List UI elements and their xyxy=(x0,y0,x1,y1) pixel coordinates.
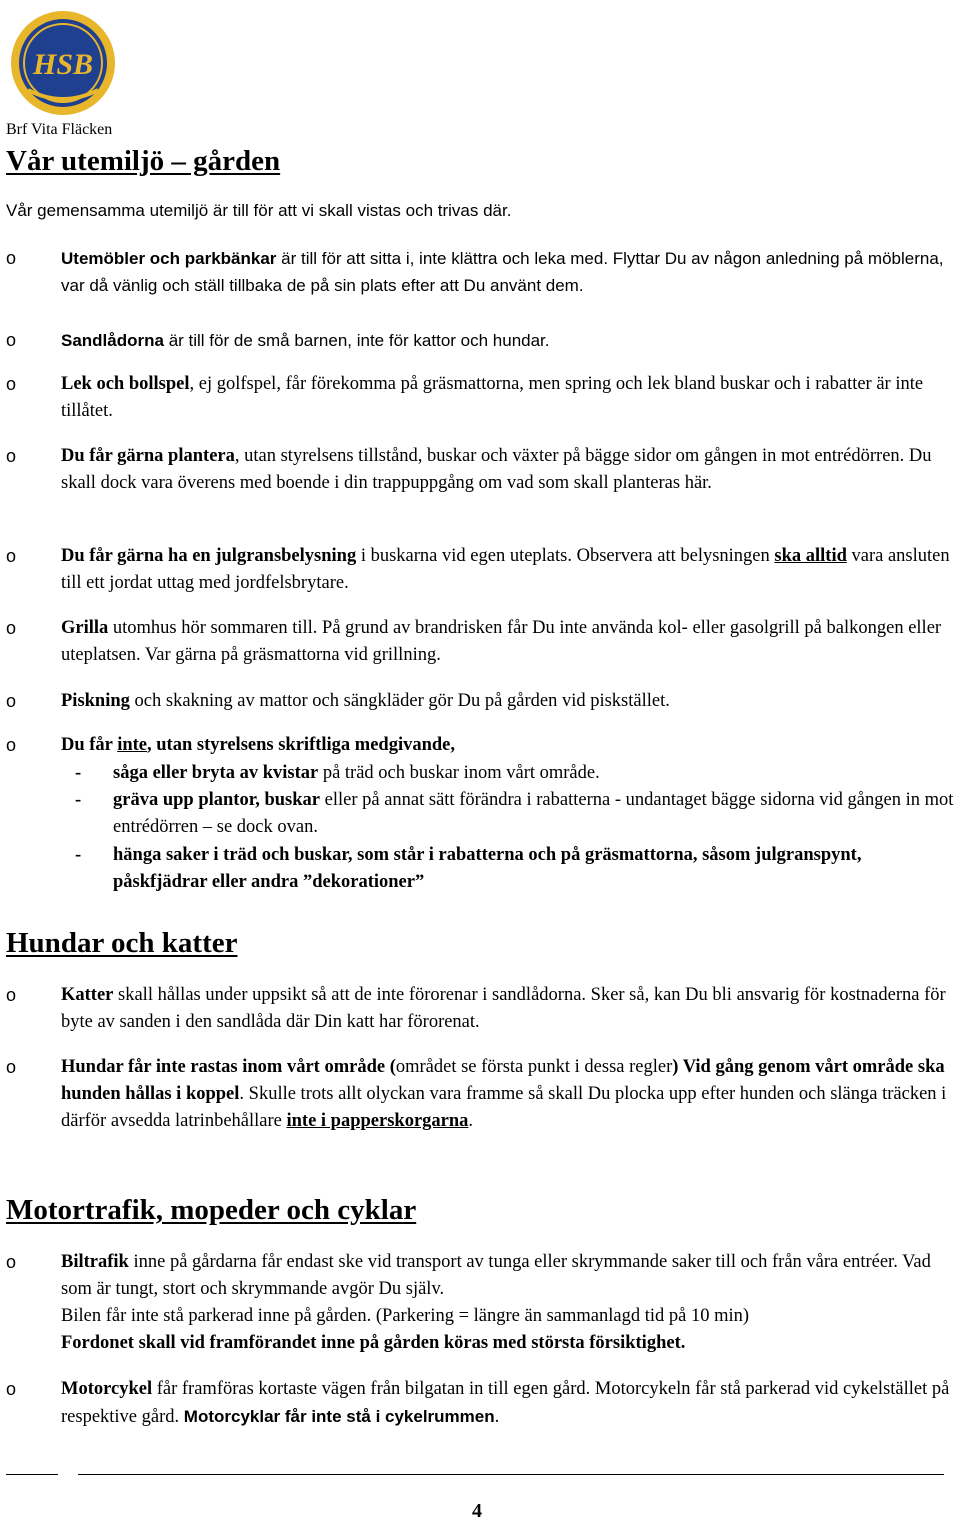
bullet-icon: o xyxy=(6,691,17,711)
item-lead: Biltrafik xyxy=(61,1252,129,1272)
item-text: skall hållas under uppsikt så att de inte förorenar i sandlådorna. Sker så, kan Du bli ansvarig för kostnaderna för byte av sanden i den sandlåda där Din katt har förorenat. xyxy=(61,985,946,1032)
bullet-icon: o xyxy=(6,374,17,394)
item-emphasis: ska alltid xyxy=(774,546,847,566)
item-lead: Katter xyxy=(61,985,114,1005)
item-lead: Utemöbler och parkbänkar xyxy=(61,249,277,268)
bullet-icon: o xyxy=(6,1379,17,1399)
bullet-icon: o xyxy=(6,1252,17,1272)
bullet-icon: o xyxy=(6,618,17,638)
item-lead: Lek och bollspel xyxy=(61,374,190,394)
sub-lead: hänga saker i träd och buskar, som står i rabatterna och på gräsmattorna, såsom julgranspynt, påskfjädrar eller andra ”dekorationer” xyxy=(113,845,862,892)
prohibition-lead: Du får xyxy=(61,735,118,755)
footer-divider xyxy=(6,1474,58,1475)
item-lead: ) Vid gång genom vårt område ska hunden hållas i koppel xyxy=(61,1057,945,1104)
section-title-garden: Vår utemiljö – gården xyxy=(6,145,281,177)
item-lead: Sandlådorna xyxy=(61,331,164,350)
item-lead: Motorcykel xyxy=(61,1379,153,1399)
item-text: . xyxy=(468,1111,474,1131)
item-lead: Fordonet skall vid framförandet inne på gården köras med största försiktighet. xyxy=(61,1333,686,1353)
item-lead: Grilla xyxy=(61,618,109,638)
bullet-icon: o xyxy=(6,546,17,566)
item-text: vara ansluten till ett jordat uttag med jordfelsbrytare. xyxy=(61,546,950,593)
item-text: Bilen får inte stå parkerad inne på gården. (Parkering = längre än sammanlagd tid på 10 min) xyxy=(61,1306,750,1326)
item-text: är till för de små barnen, inte för kattor och hundar. xyxy=(163,331,550,350)
section-title-pets: Hundar och katter xyxy=(6,927,238,959)
dash-marker: - xyxy=(75,790,82,810)
item-text: får framföras kortaste vägen från bilgatan in till egen gård. Motorcykeln får stå parkerad vid cykelstället på respektive gård. xyxy=(61,1379,950,1427)
sub-item xyxy=(75,760,955,787)
dash-marker: - xyxy=(75,763,82,783)
bullet-icon: o xyxy=(6,1057,17,1077)
item-text: , ej golfspel, får förekomma på gräsmattorna, men spring och lek bland buskar och i rabatter är inte tillåtet. xyxy=(61,374,924,421)
item-text: och skakning av mattor och sängkläder gör Du på gården vid piskstället. xyxy=(129,691,670,711)
item-text: är till för att sitta i, inte klättra och leka med. Flyttar Du av någon anledning på möblerna, var då vänlig och ställ tillbaka de på sin plats efter att Du använt dem. xyxy=(61,249,944,295)
item-lead: Piskning xyxy=(61,691,130,711)
intro-text: Vår gemensamma utemiljö är till för att vi skall vistas och trivas där. xyxy=(6,201,512,220)
item-lead: Du får gärna ha en julgransbelysning xyxy=(61,546,357,566)
page-number: 4 xyxy=(472,1500,482,1522)
prohibition-lead: , utan styrelsens skriftliga medgivande, xyxy=(147,735,456,755)
sub-text: på träd och buskar inom vårt område. xyxy=(318,763,600,783)
sub-lead: såga eller bryta av kvistar xyxy=(113,763,319,783)
sub-item xyxy=(75,787,955,841)
dash-marker: - xyxy=(75,845,82,865)
bullet-icon: o xyxy=(6,446,17,466)
sub-lead: gräva upp plantor, buskar xyxy=(113,790,320,810)
bullet-icon: o xyxy=(6,985,17,1005)
item-text: . Skulle trots allt olyckan vara framme så skall Du plocka upp efter hunden och slänga träcken i därför avsedda latrinbehållare xyxy=(61,1084,947,1131)
hsb-logo xyxy=(8,8,118,118)
section-title-traffic: Motortrafik, mopeder och cyklar xyxy=(6,1194,417,1226)
prohibition-emphasis: inte xyxy=(117,735,147,755)
item-text: inne på gårdarna får endast ske vid transport av tunga eller skrymmande saker till och från våra entréer. Vad som är tungt, stort och skrymmande avgör Du själv. xyxy=(61,1252,931,1299)
logo-text: HSB xyxy=(32,48,94,81)
item-text: i buskarna vid egen uteplats. Observera att belysningen xyxy=(356,546,775,566)
footer-divider xyxy=(78,1474,944,1475)
item-lead: Hundar får inte rastas inom vårt område ( xyxy=(61,1057,396,1077)
bullet-icon: o xyxy=(6,330,17,350)
sub-item xyxy=(75,842,955,896)
sub-text: eller på annat sätt förändra i rabatterna - undantaget bägge sidorna vid gången in mot entrédörren – se dock ovan. xyxy=(113,790,954,837)
bullet-icon: o xyxy=(6,248,17,268)
item-lead: Du får gärna plantera xyxy=(61,446,235,466)
item-emphasis: inte i papperskorgarna xyxy=(286,1111,469,1131)
item-text: området se första punkt i dessa regler xyxy=(395,1057,673,1077)
item-text: . xyxy=(494,1407,500,1427)
org-name: Brf Vita Fläcken xyxy=(6,121,113,138)
item-text: , utan styrelsens tillstånd, buskar och växter på bägge sidor om gången in mot entrédörren. Du skall dock vara överens med boende i din trappuppgång om vad som skall planteras här. xyxy=(61,446,932,493)
bullet-icon: o xyxy=(6,735,17,755)
item-text: utomhus hör sommaren till. På grund av brandrisken får Du inte använda kol- eller gasolgrill på balkongen eller uteplatsen. Var gärna på gräsmattorna vid grillning. xyxy=(61,618,942,665)
item-lead: Motorcyklar får inte stå i cykelrummen xyxy=(183,1407,495,1426)
